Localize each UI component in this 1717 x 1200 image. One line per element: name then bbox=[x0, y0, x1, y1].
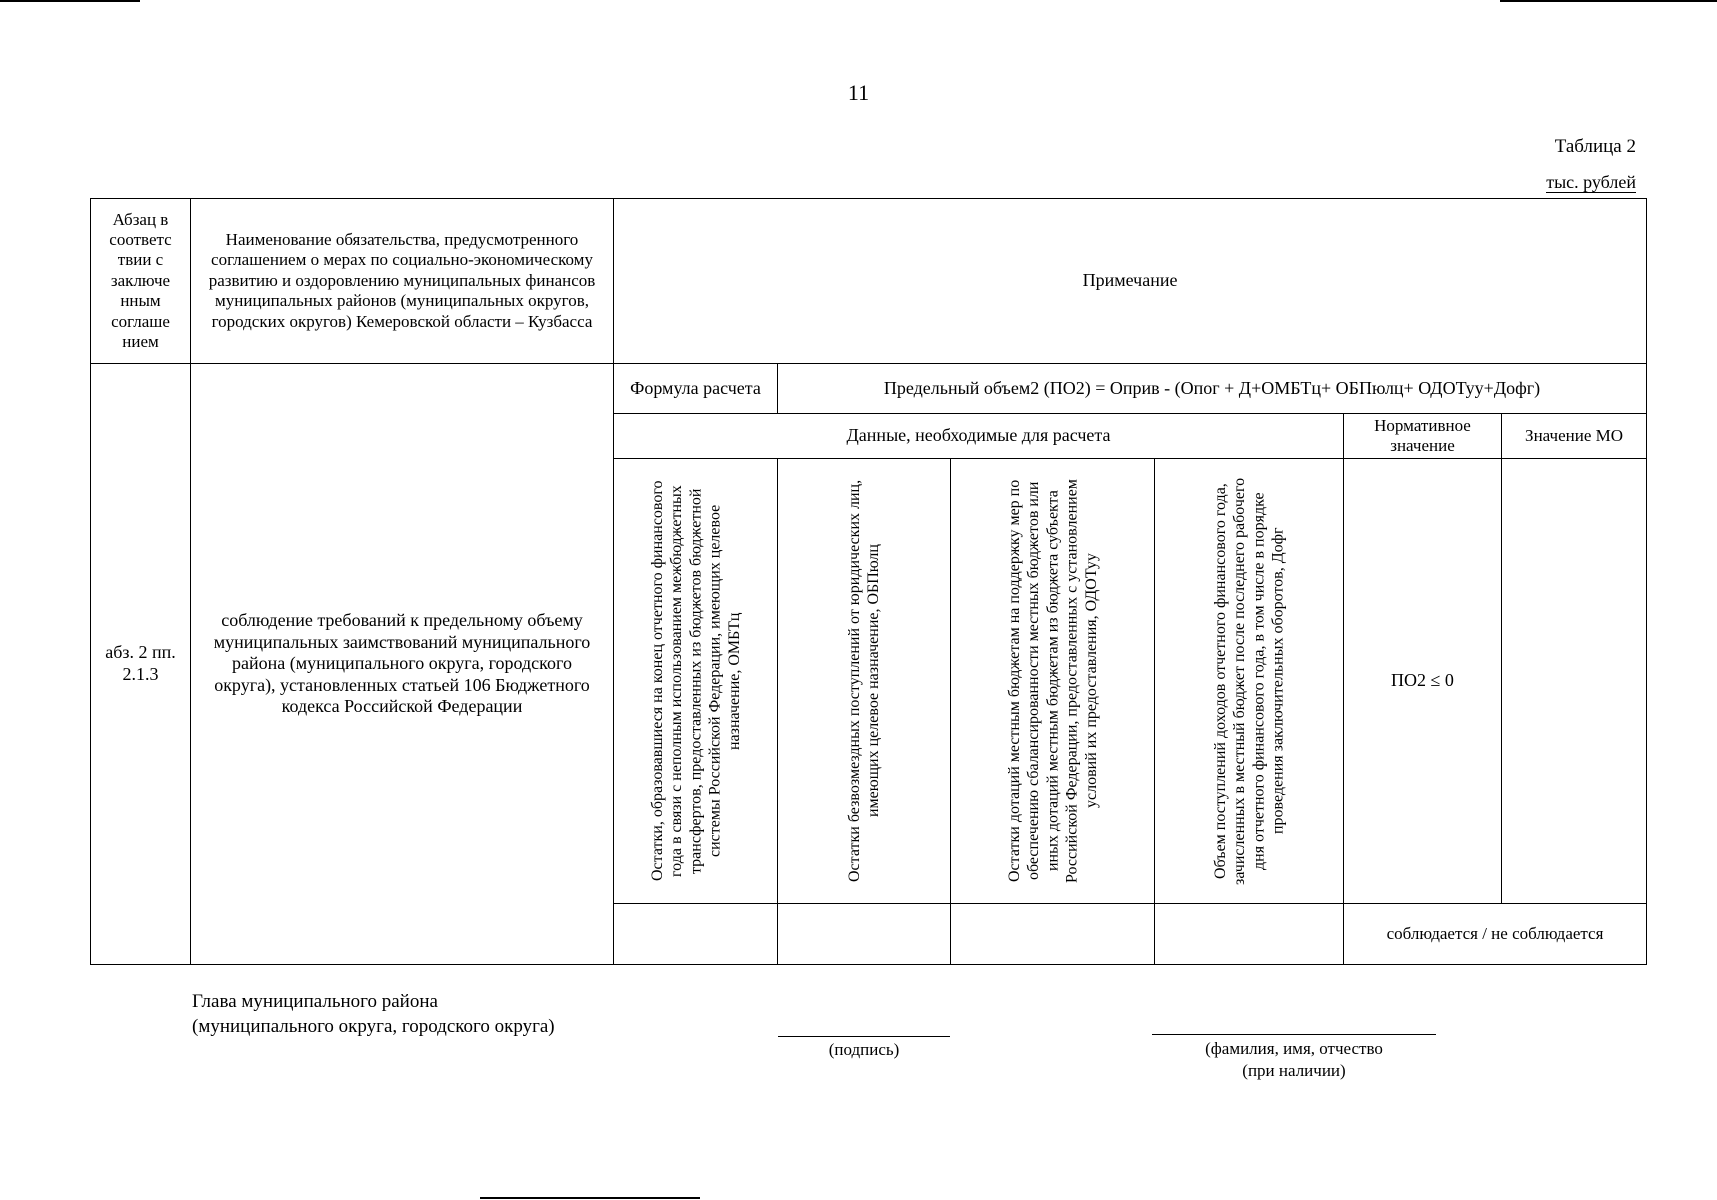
obligations-table bbox=[90, 198, 1647, 965]
formula-label: Формула расчета bbox=[614, 364, 778, 414]
data-column-text: Объем поступлений доходов отчетного финансового года, зачисленных в местный бюджет после последнего рабочего дня отчетного финансового года, в том числе в порядке проведения заключительных оборотов, Дофг bbox=[1211, 477, 1287, 885]
compliance-cell: соблюдается / не соблюдается bbox=[1344, 904, 1647, 965]
header-note: Примечание bbox=[614, 199, 1647, 364]
units-label bbox=[1546, 172, 1636, 193]
name-caption-line1: (фамилия, имя, отчество bbox=[1205, 1039, 1383, 1058]
header-obligation: Наименование обязательства, предусмотренного соглашением о мерах по социально-экономическому развитию и оздоровлению муниципальных финансов муниципальных районов (муниципальных округов, городских округов) Кемеровской области – Кузбасса bbox=[191, 199, 614, 364]
header-paragraph: Абзац в соответс твии с заключе нным соглаше нием bbox=[91, 199, 191, 364]
signature-title-line1: Глава муниципального района bbox=[192, 991, 438, 1012]
scan-edge-mark bbox=[0, 0, 140, 2]
empty-value-cell bbox=[1155, 904, 1344, 965]
signature-title bbox=[192, 990, 555, 1039]
data-column-text: Остатки безвозмездных поступлений от юридических лиц, имеющих целевое назначение, ОБПюлц bbox=[845, 479, 882, 883]
scan-edge-mark bbox=[480, 1197, 700, 1199]
data-column-text: Остатки, образовавшиеся на конец отчетного финансового года в связи с неполным использованием межбюджетных трансфертов, предоставленных из бюджетов бюджетной системы Российской Федерации, имеющих целевое назначение, ОМБТц bbox=[648, 480, 743, 882]
row-paragraph: абз. 2 пп. 2.1.3 bbox=[91, 364, 191, 965]
row-obligation: соблюдение требований к предельному объему муниципальных заимствований муниципального района (муниципального округа, городского округа), установленных статьей 106 Бюджетного кодекса Российской Федерации bbox=[191, 364, 614, 965]
mo-value-header: Значение МО bbox=[1502, 414, 1647, 459]
name-caption-line2: (при наличии) bbox=[1242, 1061, 1346, 1081]
signature-title-line2: (муниципального округа, городского округа) bbox=[192, 1015, 555, 1037]
name-caption bbox=[1152, 1038, 1436, 1082]
normative-value: ПО2 ≤ 0 bbox=[1344, 459, 1502, 904]
scan-edge-mark bbox=[1500, 0, 1717, 2]
formula-value: Предельный объем2 (ПО2) = Оприв - (Опог + Д+ОМБТц+ ОБПюлц+ ОДОТуу+Дофг) bbox=[778, 364, 1647, 414]
empty-value-cell bbox=[951, 904, 1155, 965]
mo-value-cell bbox=[1502, 459, 1647, 904]
units-text: тыс. рублей bbox=[1546, 172, 1636, 192]
signature-caption: (подпись) bbox=[828, 1040, 900, 1059]
name-line bbox=[1152, 1034, 1436, 1035]
data-column-odotuu bbox=[951, 459, 1155, 904]
empty-value-cell bbox=[614, 904, 778, 965]
table-label: Таблица 2 bbox=[1554, 136, 1636, 157]
data-column-text: Остатки дотаций местным бюджетам на поддержку мер по обеспечению сбалансированности местных бюджетов или иных дотаций местным бюджетам из бюджета субъекта Российской Федерации, предоставленных с установлением условий их предоставления, ОДОТуу bbox=[1005, 479, 1100, 883]
data-header: Данные, необходимые для расчета bbox=[614, 414, 1344, 459]
page-number: 11 bbox=[847, 80, 870, 105]
signature-line bbox=[778, 1036, 950, 1037]
data-column-obpyulc bbox=[778, 459, 951, 904]
data-column-dofg bbox=[1155, 459, 1344, 904]
data-column-ombtc bbox=[614, 459, 778, 904]
normative-header: Нормативное значение bbox=[1344, 414, 1502, 459]
empty-value-cell bbox=[778, 904, 951, 965]
